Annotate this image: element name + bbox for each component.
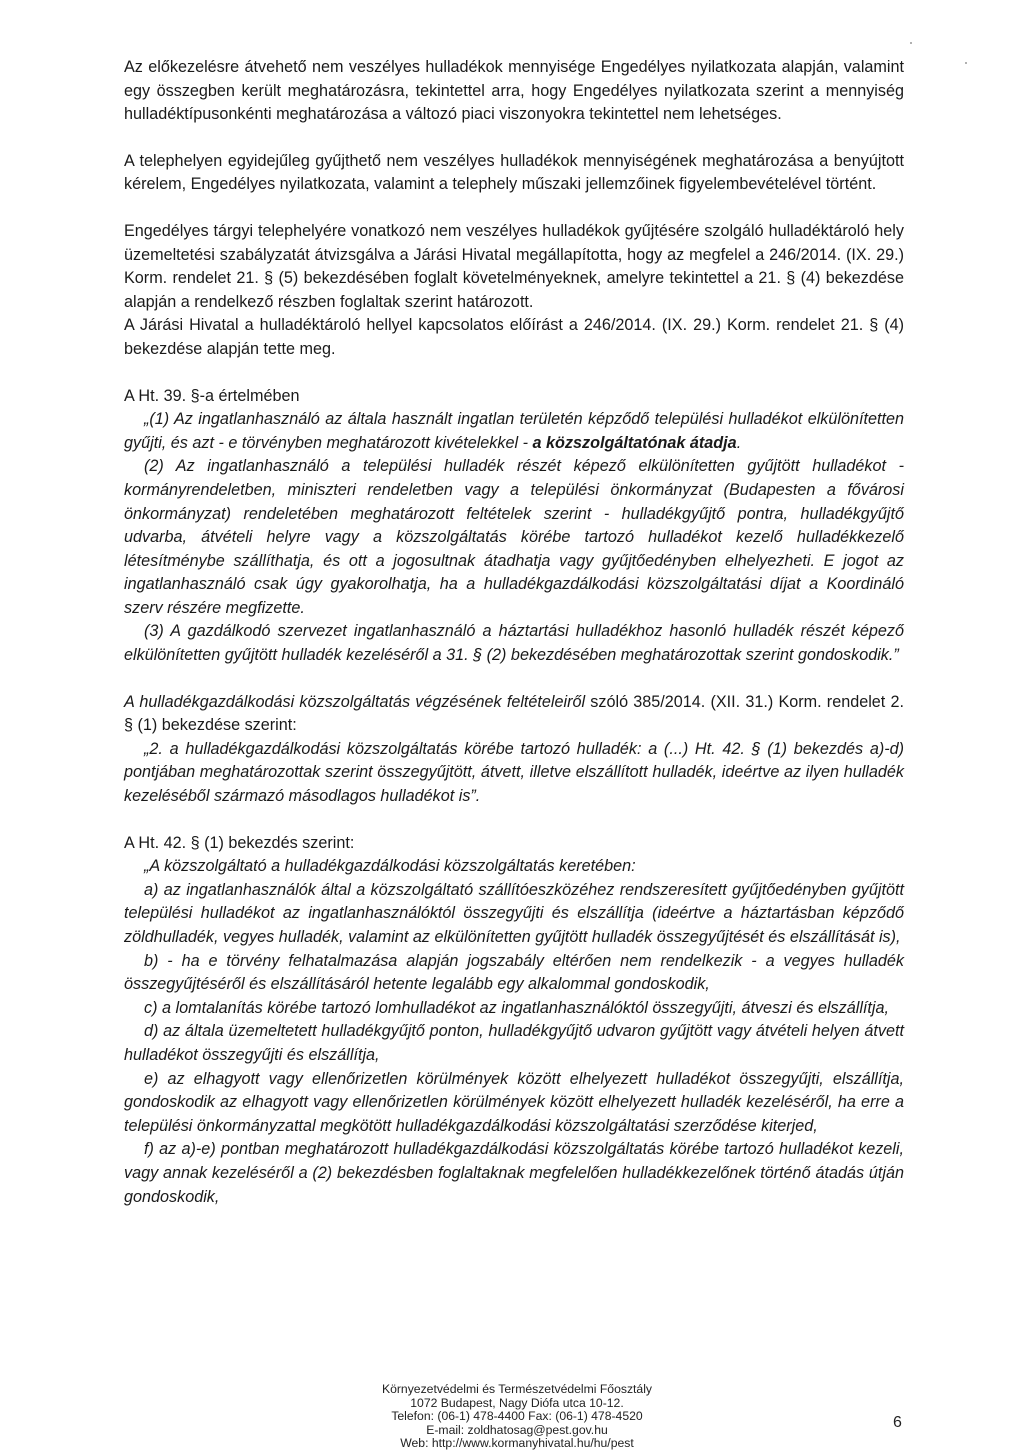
paragraph-quantity-determination: Az előkezelésre átvehető nem veszélyes hulladékok mennyisége Engedélyes nyilatkozata alapján, valamint egy összegben került meghatározásra, tekintettel arra, hogy Engedélyes nyilatkozata szerint a mennyiség hulladéktípusonkénti meghatározása a változó piaci viszonyokra tekintettel nem lehetséges. (124, 58, 904, 124)
rendelet-quote: „2. a hulladékgazdálkodási közszolgáltatás körébe tartozó hulladék: a (...) Ht. 42. § (1) bekezdés a)-d) pontjában meghatározottak szerint összegyűjtött, átvett, illetve elszállított hulladék, ideértve az ilyen hulladék kezeléséből származó másodlagos hulladékot is”. (124, 739, 904, 806)
footer-phone-fax: Telefon: (06-1) 478-4400 Fax: (06-1) 478-4520 (391, 1409, 643, 1424)
paragraph-operating-rules: Engedélyes tárgyi telephelyére vonatkozó nem veszélyes hulladékok gyűjtésére szolgáló hulladéktároló hely üzemeltetési szabályzatát átvizsgálva a Járási Hivatal megállapította, hogy az megfelel a 246/2014. (IX. 29.) Korm. rendelet 21. § (5) bekezdésében foglalt követelményeknek, amelyre tekintettel a 21. § (4) bekezdése alapján a rendelkező részben foglaltak szerint határozott. (124, 221, 904, 311)
ht42-item-a: a) az ingatlanhasználók által a közszolgáltató szállítóeszközéhez rendszeresített gyűjtőedényben gyűjtött települési hulladékot az ingatlanhasználóktól összegyűjti és elszállítja (ideértve a háztartásban képződő zöldhulladék, vegyes hulladék, valamint az elkülönítetten gyűjtött hulladék összegyűjtését és elszállítását is), (124, 880, 904, 946)
footer-address: 1072 Budapest, Nagy Diófa utca 10-12. (410, 1395, 624, 1410)
page-footer (0, 1383, 1024, 1451)
rendelet-reference: szóló 385/2014. (XII. 31.) Korm. rendelet 2. § (1) bekezdése szerint: (124, 692, 904, 735)
ht42-item-f: f) az a)-e) pontban meghatározott hulladékgazdálkodási közszolgáltatás körébe tartozó hulladékot kezeli, vagy annak kezeléséről a (2) bekezdésben foglaltaknak megfelelően hulladékkezelőnek történő átadás útján gondoskodik, (124, 1140, 904, 1206)
ht39-q1-text: „(1) Az ingatlanhasználó az általa használt ingatlan területén képződő települési hulladékot elkülönítetten gyűjti, és azt - e törvényben meghatározott kivételekkel - (124, 410, 904, 452)
ht42-heading: A Ht. 42. § (1) bekezdés szerint: (124, 833, 355, 852)
ht39-q1-bold: a közszolgáltatónak átadja (532, 433, 737, 452)
paragraph-storage-quantity: A telephelyen egyidejűleg gyűjthető nem veszélyes hulladékok mennyiségének meghatározása a benyújtott kérelem, Engedélyes nyilatkozata, valamint a telephely műszaki jellemzőinek figyelembevételével történt. (124, 151, 904, 194)
rendelet-title: A hulladékgazdálkodási közszolgáltatás végzésének feltételeiről (124, 692, 586, 711)
ht39-heading: A Ht. 39. §-a értelmében (124, 386, 300, 405)
page-number: 6 (893, 1414, 902, 1431)
document-body (124, 56, 904, 1209)
ht42-item-b: b) - ha e törvény felhatalmazása alapján jogszabály eltérően nem rendelkezik - a vegyes hulladék összegyűjtéséről és elszállításáról hetente legalább egy alkalommal gondoskodik, (124, 951, 904, 994)
rendelet-heading (124, 691, 904, 738)
ht42-item-e: e) az elhagyott vagy ellenőrizetlen körülmények között elhelyezett hulladékot összegyűjti, elszállítja, gondoskodik az elhagyott vagy ellenőrizetlen körülmények között elhelyezett hulladék kezeléséről, ha erre a települési önkormányzattal megkötött hulladékgazdálkodási közszolgáltatási szerződése kiterjed, (124, 1069, 904, 1135)
ht39-paragraph-3: (3) A gazdálkodó szervezet ingatlanhasználó a háztartási hulladékhoz hasonló hulladék részét képező elkülönítetten gyűjtött hulladék kezeléséről a 31. § (2) bekezdésében meghatározottak szerint gondoskodik.” (124, 622, 904, 665)
paragraph-storage-requirement: A Járási Hivatal a hulladéktároló hellyel kapcsolatos előírást a 246/2014. (IX. 29.) Korm. rendelet 21. § (4) bekezdése alapján tette meg. (124, 316, 904, 358)
scan-speck (965, 62, 967, 64)
ht42-item-d: d) az általa üzemeltetett hulladékgyűjtő ponton, hulladékgyűjtő udvaron gyűjtött vagy átvételi helyen átvett hulladékot összegyűjti és elszállítja, (124, 1022, 904, 1064)
ht39-paragraph-1 (124, 408, 904, 455)
ht39-paragraph-2: (2) Az ingatlanhasználó a települési hulladék részét képező elkülönítetten gyűjtött hulladékot - kormányrendeletben, miniszteri rendeletben vagy a települési önkormányzat (Budapesten a fővárosi önkormányzat) rendeletében meghatározott feltételek szerint - hulladékgyűjtő pontra, hulladékgyűjtő udvarba, átvételi helyre vagy a közszolgáltatás körébe tartozó hulladékot kezelő hulladékkezelő létesítménybe szállíthatja, és ott a jogosultnak átadhatja vagy gyűjtőedényben elhelyezheti. E jogot az ingatlanhasználó csak úgy gyakorolhatja, ha a hulladékgazdálkodási közszolgáltatási díjat a Koordináló szerv részére megfizette. (124, 457, 904, 617)
ht39-q1-end: . (736, 433, 742, 452)
ht42-item-c: c) a lomtalanítás körébe tartozó lomhulladékot az ingatlanhasználóktól összegyűjti, átveszi és elszállítja, (144, 998, 890, 1017)
ht42-intro: „A közszolgáltató a hulladékgazdálkodási közszolgáltatás keretében: (144, 857, 636, 876)
scan-speck (910, 42, 912, 44)
footer-email: E-mail: zoldhatosag@pest.gov.hu (426, 1422, 608, 1437)
footer-department: Környezetvédelmi és Természetvédelmi Főosztály (381, 1382, 653, 1396)
footer-web: Web: http://www.kormanyhivatal.hu/hu/pest (400, 1436, 634, 1451)
